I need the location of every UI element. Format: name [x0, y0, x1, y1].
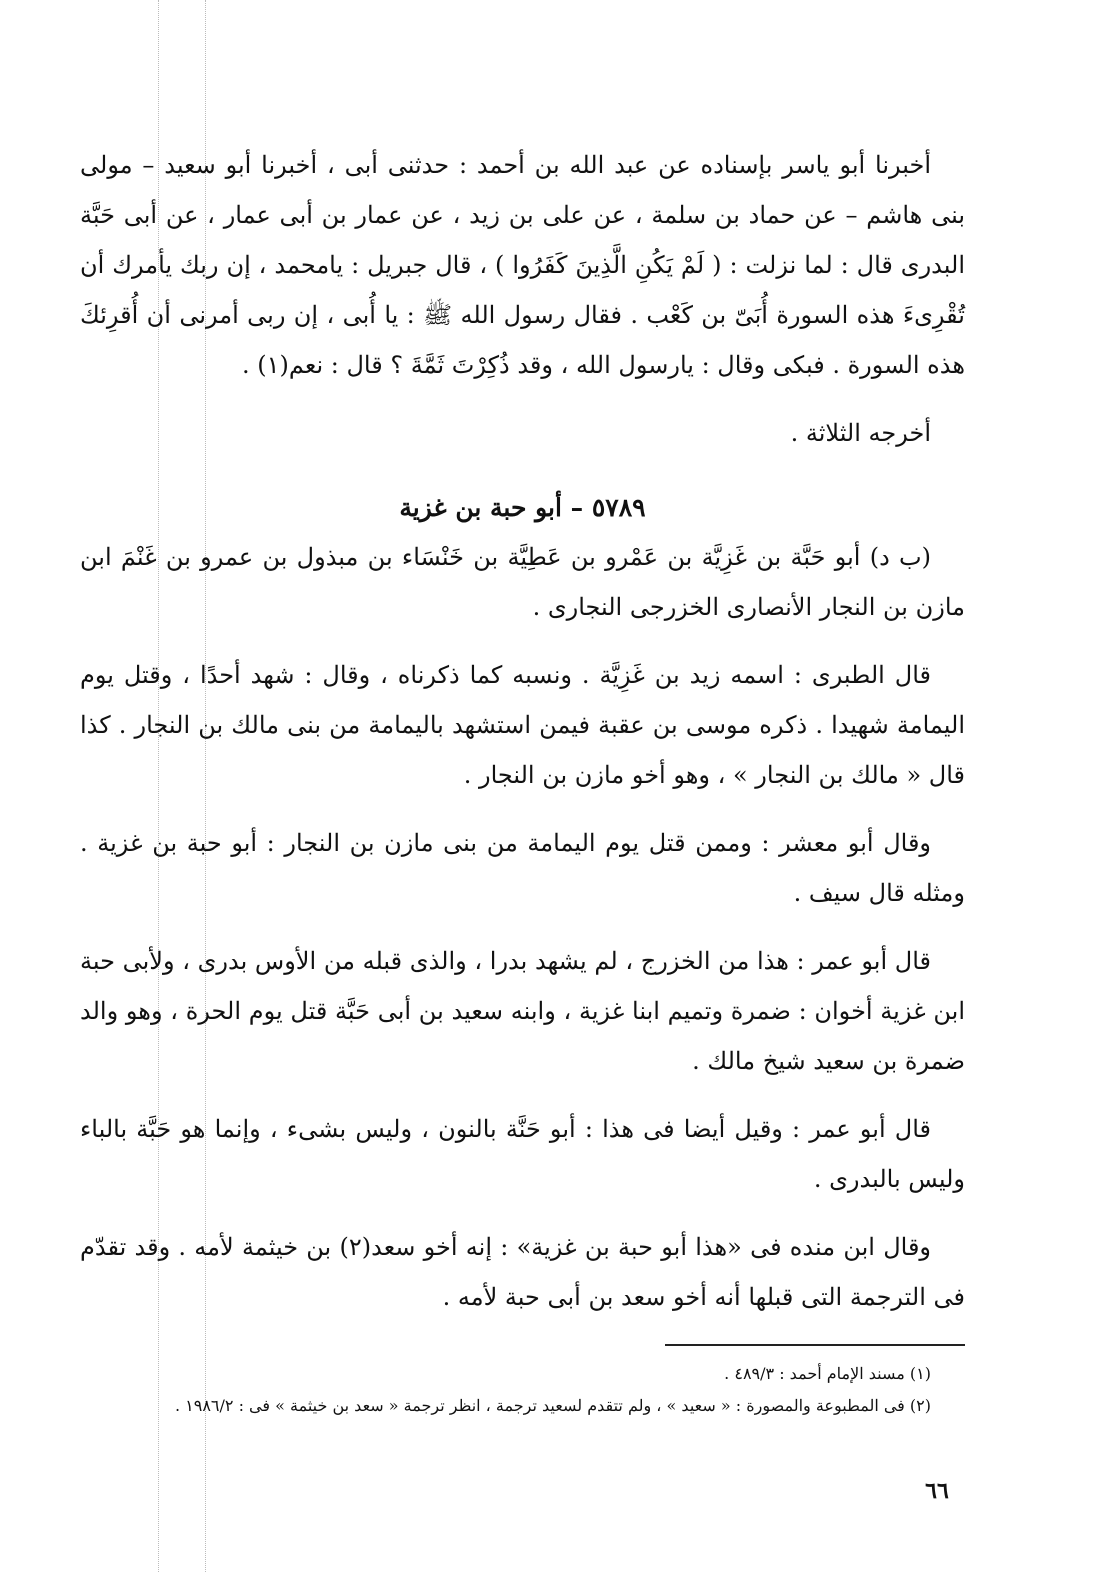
entry-paragraph-abu-umar: قال أبو عمر : هذا من الخزرج ، لم يشهد بدرا ، والذى قبله من الأوس بدرى ، ولأبى حبة ابن غزية أخوان : ضمرة وتميم ابنا غزية ، وابنه سعيد بن أبى حَبَّة قتل يوم الحرة ، وهو والد ضمرة بن سعيد شيخ مالك .: [80, 947, 965, 1075]
document-page: [80, 140, 965, 1422]
takhrij-note: أخرجه الثلاثة .: [790, 419, 931, 447]
footnote-divider: [665, 1344, 965, 1346]
entry-paragraph-abu-mashar: وقال أبو معشر : وممن قتل يوم اليمامة من بنى مازن بن النجار : أبو حبة بن غزية . ومثله قال سيف .: [80, 829, 965, 907]
intro-paragraph: أخبرنا أبو ياسر بإسناده عن عبد الله بن أحمد : حدثنى أبى ، أخبرنا أبو سعيد – مولى بنى هاشم – عن حماد بن سلمة ، عن على بن زيد ، عن عمار بن أبى عمار ، عن أبى حَبَّة البدرى قال : لما نزلت : ( لَمْ يَكُنِ الَّذِينَ كَفَرُوا ) ، قال جبريل : يامحمد ، إن ربك يأمرك أن تُقْرِىءَ هذه السورة أُبَىّ بن كَعْب . فقال رسول الله ﷺ : يا أُبى ، إن ربى أمرنى أن أُقرِئكَ هذه السورة . فبكى وقال : يارسول الله ، وقد ذُكِرْتَ ثَمَّةَ ؟ قال : نعم(١) .: [80, 151, 965, 379]
entry-paragraph-ibn-mandah: وقال ابن منده فى «هذا أبو حبة بن غزية» : إنه أخو سعد(٢) بن خيثمة لأمه . وقد تقدّم فى الترجمة التى قبلها أنه أخو سعد بن أبى حبة لأمه .: [80, 1233, 965, 1311]
entry-heading: ٥٧٨٩ – أبو حبة بن غزية: [399, 493, 646, 522]
entry-paragraph-tabari: قال الطبرى : اسمه زيد بن غَزِيَّة . ونسبه كما ذكرناه ، وقال : شهد أحدًا ، وقتل يوم اليمامة شهيدا . ذكره موسى بن عقبة فيمن استشهد باليمامة من بنى مالك بن النجار . كذا قال « مالك بن النجار » ، وهو أخو مازن بن النجار .: [80, 661, 965, 789]
page-number: ٦٦: [925, 1478, 949, 1504]
footnote-1: (١) مسند الإمام أحمد : ٤٨٩/٣ .: [724, 1364, 931, 1383]
footnote-2: (٢) فى المطبوعة والمصورة : « سعيد » ، ولم تتقدم لسعيد ترجمة ، انظر ترجمة « سعد بن خيثمة » فى : ١٩٨٦/٢ .: [174, 1396, 931, 1415]
entry-paragraph-lineage: (ب د) أبو حَبَّة بن غَزِيَّة بن عَمْرو بن عَطِيَّة بن خَنْسَاء بن مبذول بن عمرو بن غَنْمَ ابن مازن بن النجار الأنصارى الخزرجى النجارى .: [80, 543, 965, 621]
entry-paragraph-abu-umar-2: قال أبو عمر : وقيل أيضا فى هذا : أبو حَنَّة بالنون ، وليس بشىء ، وإنما هو حَبَّة بالباء وليس بالبدرى .: [80, 1115, 965, 1193]
